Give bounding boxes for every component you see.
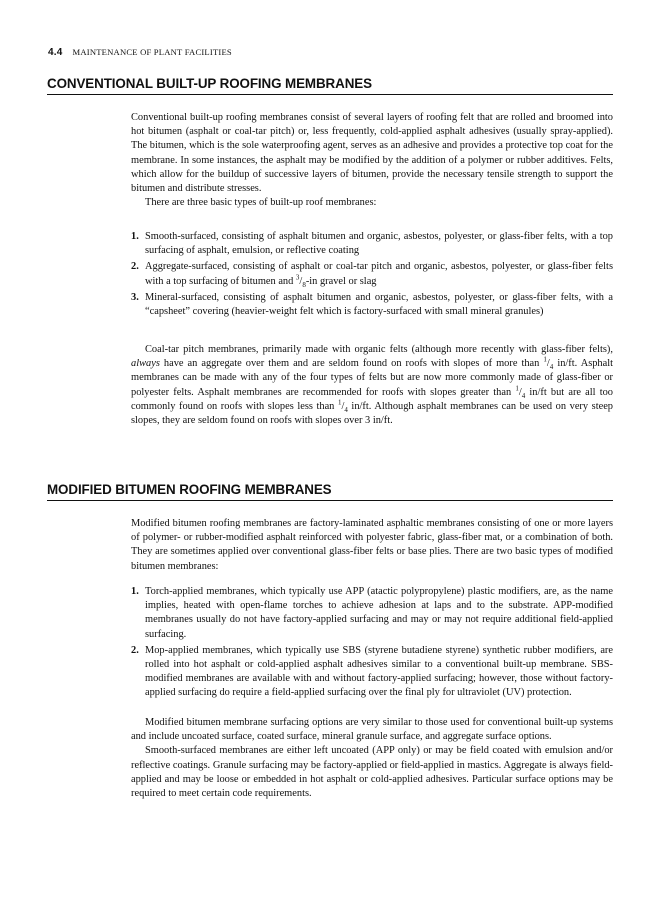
section1-coal-tar-paragraph: Coal-tar pitch membranes, primarily made with organic felts (although more recently with glass-fiber felts), always have an aggregate over them and are seldom found on roofs with slopes of more than $^1/_4$ in/ft. Asphalt membranes can be made with any of the four types of felts but are now more commonly made of glass-fiber or polyester felts. Asphalt membranes are recommended for roofs with slopes greater than $^1/_4$ in/ft but are all too commonly found on roofs with slopes less than $^1/_4$ in/ft. Although asphalt membranes can be used on very steep slopes, they are seldom found on roofs with slopes over 3 in/ft. bbox=[131, 344, 614, 427]
list-item bbox=[131, 230, 613, 258]
section2-smooth-surfaced-paragraph: Smooth-surfaced membranes are either left uncoated (APP only) or may be field coated with emulsion and/or reflective coatings. Granule surfacing may be factory-applied or field-applied in mastics. Aggregate is always field-applied and may be loose or embedded in hot asphalt or cold-applied adhesives. Particular surface options may be required to meet certain code requirements. bbox=[131, 745, 613, 800]
section2-surfacing-block bbox=[131, 716, 613, 801]
list-item bbox=[131, 291, 613, 319]
list-item-number: 2. bbox=[131, 261, 139, 273]
section2-list bbox=[131, 585, 613, 701]
list-item-number: 2. bbox=[131, 644, 139, 656]
list-item-number: 1. bbox=[131, 586, 139, 597]
section2-surfacing-paragraph: Modified bitumen membrane surfacing options are very similar to those used for conventional built-up systems and include uncoated surface, coated surface, mineral granule surface, and aggregate surface options. bbox=[131, 717, 613, 743]
list-item-text: Aggregate-surfaced, consisting of asphalt or coal-tar pitch and organic, asbestos, polyester, or glass-fiber felts with a top surfacing of bitumen and $^3/_8-in$ gravel or slag bbox=[145, 261, 613, 289]
running-title: MAINTENANCE OF PLANT FACILITIES bbox=[72, 47, 232, 57]
section-heading-modified-bitumen: MODIFIED BITUMEN ROOFING MEMBRANES bbox=[47, 482, 613, 501]
section-heading-conventional: CONVENTIONAL BUILT-UP ROOFING MEMBRANES bbox=[47, 76, 613, 95]
list-item-text: Mop-applied membranes, which typically use SBS (styrene butadiene styrene) synthetic rubber modifiers, are rolled into hot asphalt or cold-applied asphalt adhesives similar to a conventional built-up membrane. SBS-modified membranes are available with and without factory-applied surfacing; however, those without factory-applied surfacing do require a field-applied surfacing over the final ply for ultraviolet (UV) protection. bbox=[145, 644, 613, 699]
list-item-text: Smooth-surfaced, consisting of asphalt bitumen and organic, asbestos, polyester, or glass-fiber felts, with a top surfacing of asphalt, emulsion, or reflective coating bbox=[145, 231, 613, 257]
section1-coal-tar-paragraph-block bbox=[131, 343, 613, 428]
section1-types-intro: There are three basic types of built-up roof membranes: bbox=[145, 197, 377, 209]
list-item bbox=[131, 260, 613, 288]
page-number: 4.4 bbox=[48, 47, 63, 58]
list-item-text: Mineral-surfaced, consisting of asphalt bitumen and organic, asbestos, polyester, or glass-fiber felts, with a “capsheet” covering (heavier-weight felt which is factory-surfaced with small mineral granules) bbox=[145, 291, 613, 318]
running-header bbox=[48, 47, 232, 58]
section1-intro-paragraph: Conventional built-up roofing membranes consist of several layers of roofing felt that are rolled and broomed into hot bitumen (asphalt or coal-tar pitch) or, less frequently, cold-applied asphalt adhesives (usually spray-applied). The bitumen, which is the sole waterproofing agent, serves as an adhesive and provides a protective top coat for the membrane. In some instances, the asphalt may be modified by the addition of a polymer or rubber additives. Felts, which allow for the buildup of successive layers of bitumen, provide the necessary tensile strength to support the bitumen and distribute stresses. bbox=[131, 112, 613, 195]
list-item-text: Torch-applied membranes, which typically use APP (atactic polypropylene) plastic modifiers, are, as the name implies, heated with open-flame torches to achieve adhesion at laps and to the substrate. APP-modified membranes usually do not have factory-applied surfacing and may or may not require additional field-applied surfacing. bbox=[145, 586, 613, 640]
section2-intro-paragraph: Modified bitumen roofing membranes are factory-laminated asphaltic membranes consisting of one or more layers of polymer- or rubber-modified asphalt reinforced with polyester fabric, glass-fiber mat, or a combination of both. They are sometimes applied over conventional glass-fiber felts or base plies. There are two basic types of modified bitumen membranes: bbox=[131, 518, 613, 572]
list-item bbox=[131, 644, 613, 701]
list-item-number: 1. bbox=[131, 231, 139, 242]
section1-intro-block bbox=[131, 111, 613, 210]
section1-list bbox=[131, 230, 613, 319]
list-item-number: 3. bbox=[131, 291, 139, 303]
section2-intro-block bbox=[131, 517, 613, 574]
list-item bbox=[131, 585, 613, 642]
